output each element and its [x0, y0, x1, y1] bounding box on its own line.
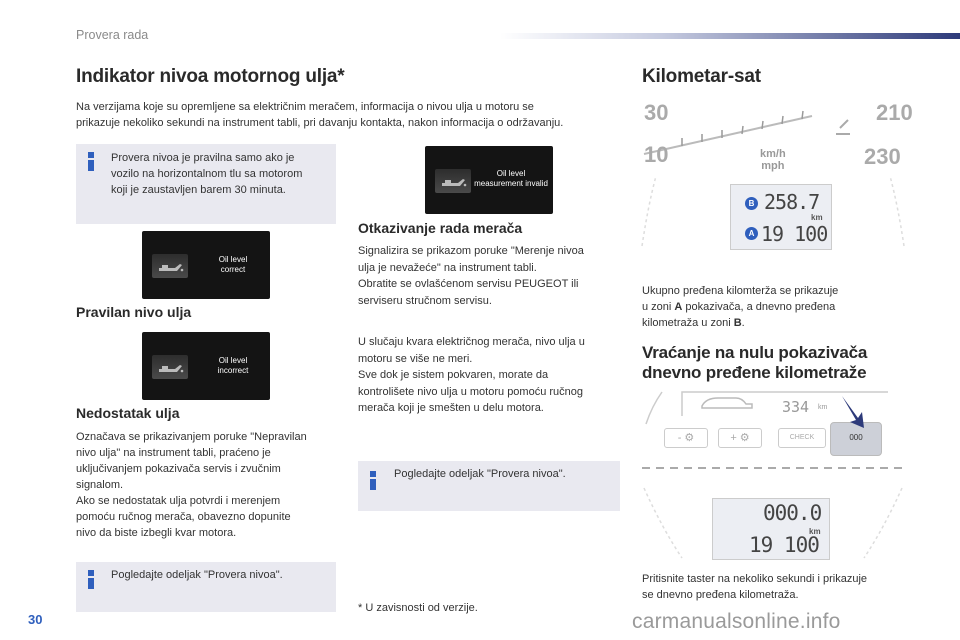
odometer-description — [642, 283, 904, 331]
heading-gauge-failure: Otkazivanje rada merača — [358, 220, 523, 236]
header-decoration-bar — [500, 33, 960, 39]
manual-line: merača koji je smešten u delu motora. — [358, 402, 544, 414]
footnote: * U zavisnosti od verzije. — [358, 602, 478, 614]
odo-text: pokazivača, a dnevno pređena — [682, 301, 836, 313]
total-distance-value: 19 100 — [761, 222, 828, 246]
low-oil-line: pomoću ručnog merača, obavezno dopunite — [76, 511, 291, 523]
panel-trip-value: 334 — [782, 398, 810, 416]
note-line: Provera nivoa je pravilna samo ako je — [111, 152, 295, 164]
zone-a-ref: A — [674, 301, 683, 313]
reset-line: Pritisnite taster na nekoliko sekundi i prikazuje — [642, 573, 868, 585]
trip-reset-button[interactable]: 000 — [830, 422, 882, 456]
reset-title-line: Vraćanje na nulu pokazivača — [642, 343, 868, 362]
trip-distance-unit: km — [811, 213, 823, 222]
heading-low-oil: Nedostatak ulja — [76, 405, 180, 421]
display-text: incorrect — [217, 366, 249, 375]
failure-line: Obratite se ovlašćenom servisu PEUGEOT ili — [358, 278, 579, 290]
display-text: correct — [220, 265, 246, 274]
info-icon — [368, 471, 378, 490]
low-oil-paragraph — [76, 429, 346, 541]
odo-text: . — [741, 317, 745, 329]
info-note-level-check — [76, 144, 336, 224]
watermark: carmanualsonline.info — [632, 610, 841, 633]
manual-line: kontrolišete nivo ulja u motoru pomoću ručnog — [358, 385, 584, 398]
fuel-pump-icon — [836, 120, 850, 134]
intro-line: Na verzijama koje su opremljene sa električnim meračem, informacija o nivou ulja u motoru se — [76, 101, 534, 113]
section-title-odometer: Kilometar-sat — [642, 66, 761, 87]
reset-description — [642, 571, 904, 603]
oil-can-icon — [152, 254, 188, 278]
section-title-oil-indicator: Indikator nivoa motornog ulja* — [76, 66, 345, 87]
speed-units — [760, 148, 786, 172]
manual-check-paragraph — [358, 334, 628, 417]
unit-mph: mph — [761, 160, 785, 172]
heading-correct-level: Pravilan nivo ulja — [76, 304, 192, 320]
low-oil-line: Označava se prikazivanjem poruke "Nepravilan — [76, 431, 307, 443]
reset-trip-value: 000.0 — [763, 501, 822, 525]
running-header: Provera rada — [76, 28, 149, 42]
zone-b-marker: B — [745, 197, 758, 210]
display-text: measurement invalid — [474, 179, 548, 188]
oil-can-icon — [152, 355, 188, 379]
failure-line: Signalizira se prikazom poruke "Merenje nivoa — [358, 245, 584, 257]
failure-line: serviseru stručnom servisu. — [358, 294, 492, 307]
gauge-failure-paragraph — [358, 243, 628, 309]
reset-trip-unit: km — [809, 527, 821, 536]
page-number: 30 — [28, 612, 43, 627]
low-oil-line: Ako se nedostatak ulja potvrdi i merenjem — [76, 495, 281, 507]
low-oil-line: uključivanjem pokazivača servis i zvučnim — [76, 463, 281, 475]
low-oil-line: nivo ulja" na instrument tabli, praćeno je — [76, 447, 271, 459]
oil-can-icon — [435, 169, 471, 193]
reset-title-line: dnevno pređene kilometraže — [642, 363, 867, 382]
note-line: koji je zaustavljen barem 30 minuta. — [111, 184, 286, 196]
reset-line: se dnevno pređena kilometraža. — [642, 589, 799, 601]
gauge-tick-30: 30 — [644, 100, 669, 125]
manual-line: Sve dok je sistem pokvaren, morate da — [358, 369, 549, 381]
section-title-trip-reset — [642, 343, 867, 383]
car-icon — [702, 398, 752, 408]
display-oil-level-correct — [142, 231, 270, 299]
display-oil-level-incorrect — [142, 332, 270, 400]
zone-b-ref: B — [733, 317, 742, 329]
press-arrow-icon — [838, 392, 868, 432]
gauge-tick-210: 210 — [876, 100, 913, 125]
display-text: Oil level — [218, 356, 248, 365]
odo-line: Ukupno pređena kilomterža se prikazuje — [642, 285, 839, 297]
low-oil-line: nivo da biste izbegli kvar motora. — [76, 527, 237, 539]
failure-line: ulja je nevažeće" na instrument tabli. — [358, 261, 537, 274]
unit-kmh: km/h — [760, 148, 786, 160]
odo-text: kilometraža u zoni — [642, 317, 734, 329]
minus-button[interactable]: - ⚙ — [664, 428, 708, 448]
intro-paragraph — [76, 100, 636, 131]
minus-label: - — [677, 432, 682, 444]
panel-trip-unit: km — [818, 404, 828, 411]
zone-a-marker: A — [745, 227, 758, 240]
info-note-see-section — [76, 562, 336, 612]
low-oil-line: signalom. — [76, 479, 124, 491]
reset-total-value: 19 100 — [749, 533, 819, 557]
gauge-tick-10: 10 — [644, 142, 669, 167]
display-oil-measurement-invalid — [425, 146, 553, 214]
odo-text: u zoni — [642, 301, 675, 313]
intro-line: prikazuje nekoliko sekundi na instrument tabli, pri davanju kontakta, nakon informacija o održavanju. — [76, 116, 564, 129]
check-button[interactable]: CHECK — [778, 428, 826, 448]
odo-line — [642, 299, 904, 315]
note-text: Pogledajte odeljak "Provera nivoa". — [394, 468, 566, 480]
display-text: Oil level — [496, 169, 526, 178]
odometer-lcd — [730, 184, 832, 250]
trip-reset-panel — [642, 386, 904, 468]
display-text: Oil level — [218, 255, 248, 264]
note-text: Pogledajte odeljak "Provera nivoa". — [111, 569, 283, 581]
odo-line — [642, 315, 904, 331]
info-icon — [86, 570, 96, 589]
trip-distance-value: 258.7 — [764, 190, 820, 214]
plus-button[interactable]: + ⚙ — [718, 428, 762, 448]
info-note-see-section — [358, 461, 620, 511]
manual-line: motoru se više ne meri. — [358, 352, 473, 365]
gauge-tick-230: 230 — [864, 144, 901, 169]
manual-line: U slučaju kvara električnog merača, nivo ulja u — [358, 336, 585, 348]
info-icon — [86, 152, 96, 171]
note-line: vozilo na horizontalnom tlu sa motorom — [111, 168, 303, 180]
reset-odometer-lcd — [712, 498, 830, 560]
odometer-illustration — [642, 96, 913, 272]
plus-label: + — [730, 432, 737, 444]
reset-odometer-illustration — [642, 478, 904, 566]
